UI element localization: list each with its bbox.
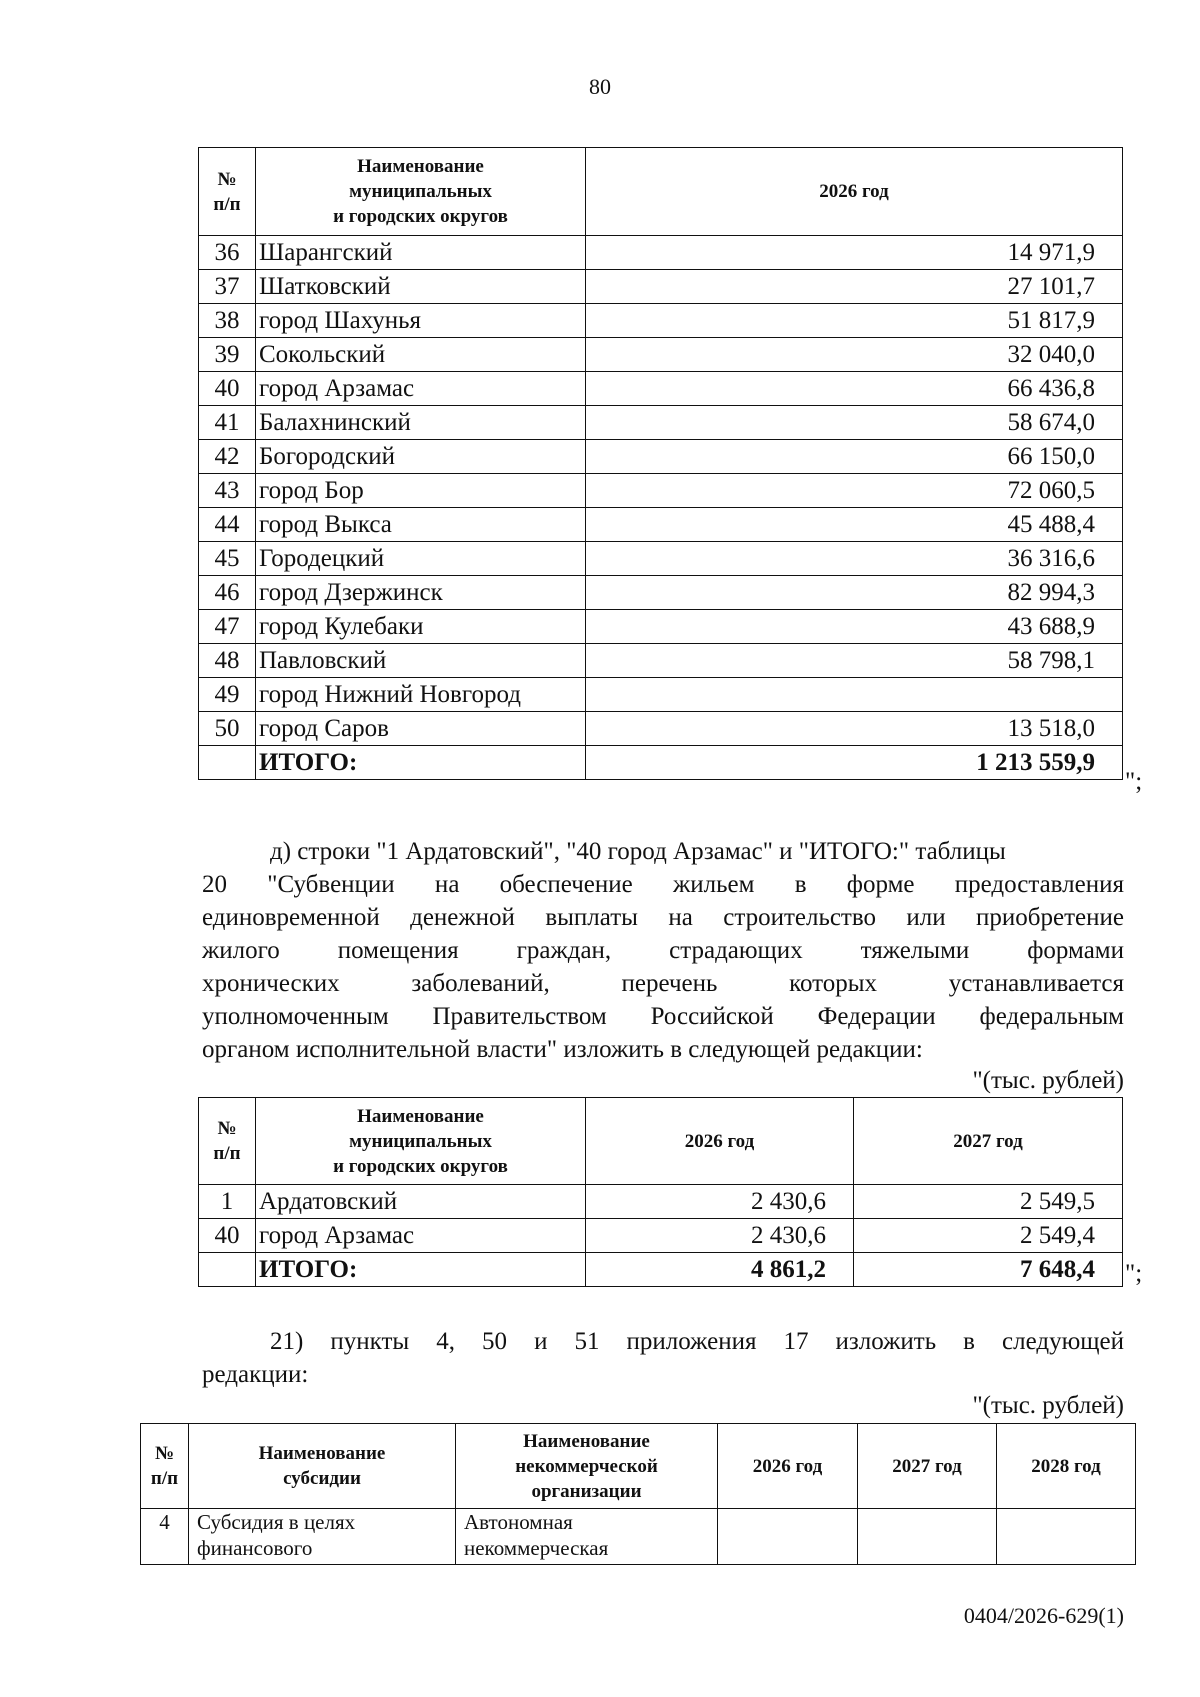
total-row <box>199 746 1123 780</box>
row-name: Ардатовский <box>256 1185 586 1219</box>
row-value-2026: 58 674,0 <box>586 406 1123 440</box>
header-name: Наименование муниципальных и городских округов <box>256 148 586 236</box>
total-value-2026: 4 861,2 <box>586 1253 854 1287</box>
header-2027: 2027 год <box>858 1424 997 1509</box>
row-number: 42 <box>199 440 256 474</box>
row-value-2026: 2 430,6 <box>586 1219 854 1253</box>
row-number: 47 <box>199 610 256 644</box>
header-no: № п/п <box>199 1098 256 1185</box>
table-row <box>199 678 1123 712</box>
paragraph-d-line: жилого помещения граждан, страдающих тяжелыми формами <box>202 937 1124 964</box>
table-row <box>199 610 1123 644</box>
table-housing-subventions <box>198 1097 1123 1287</box>
row-number: 39 <box>199 338 256 372</box>
paragraph-d-line: хронических заболеваний, перечень которых устанавливается <box>202 970 1124 997</box>
header-name: Наименование муниципальных и городских округов <box>256 1098 586 1185</box>
table-row <box>199 1219 1123 1253</box>
table-row <box>199 644 1123 678</box>
row-organization-name: Автономная некоммерческая <box>456 1509 718 1565</box>
row-value-2026: 13 518,0 <box>586 712 1123 746</box>
row-name: Шарангский <box>256 236 586 270</box>
empty-cell <box>199 1253 256 1287</box>
row-number: 4 <box>141 1509 189 1565</box>
header-2026: 2026 год <box>718 1424 858 1509</box>
paragraph-d <box>202 835 1124 1066</box>
row-name: город Выкса <box>256 508 586 542</box>
row-value-2027: 2 549,4 <box>854 1219 1123 1253</box>
row-value-2026: 36 316,6 <box>586 542 1123 576</box>
row-name: город Бор <box>256 474 586 508</box>
row-value-2026: 51 817,9 <box>586 304 1123 338</box>
table-row <box>199 576 1123 610</box>
row-value-2026 <box>718 1509 858 1565</box>
table1-closing-quote: "; <box>1125 768 1143 795</box>
row-number: 40 <box>199 1219 256 1253</box>
row-value-2028 <box>997 1509 1136 1565</box>
row-value-2026 <box>586 678 1123 712</box>
row-number: 49 <box>199 678 256 712</box>
row-number: 41 <box>199 406 256 440</box>
row-value-2026: 58 798,1 <box>586 644 1123 678</box>
table-row <box>199 406 1123 440</box>
paragraph-21-line: 21) пункты 4, 50 и 51 приложения 17 изложить в следующей <box>270 1328 1124 1355</box>
header-2026: 2026 год <box>586 1098 854 1185</box>
row-name: Павловский <box>256 644 586 678</box>
row-value-2026: 32 040,0 <box>586 338 1123 372</box>
row-number: 43 <box>199 474 256 508</box>
row-value-2027 <box>858 1509 997 1565</box>
row-value-2026: 2 430,6 <box>586 1185 854 1219</box>
row-number: 38 <box>199 304 256 338</box>
table-row <box>199 236 1123 270</box>
row-value-2026: 45 488,4 <box>586 508 1123 542</box>
row-value-2026: 66 150,0 <box>586 440 1123 474</box>
empty-cell <box>199 746 256 780</box>
row-value-2026: 27 101,7 <box>586 270 1123 304</box>
header-2026: 2026 год <box>586 148 1123 236</box>
row-number: 48 <box>199 644 256 678</box>
row-name: Богородский <box>256 440 586 474</box>
table-appendix-17 <box>140 1423 1136 1565</box>
row-name: город Саров <box>256 712 586 746</box>
table-row <box>199 542 1123 576</box>
row-number: 50 <box>199 712 256 746</box>
row-name: Городецкий <box>256 542 586 576</box>
table-row <box>199 474 1123 508</box>
row-name: Балахнинский <box>256 406 586 440</box>
total-value-2026: 1 213 559,9 <box>586 746 1123 780</box>
table-row <box>199 304 1123 338</box>
row-name: город Нижний Новгород <box>256 678 586 712</box>
header-subsidy: Наименование субсидии <box>189 1424 456 1509</box>
row-number: 37 <box>199 270 256 304</box>
paragraph-d-line: органом исполнительной власти" изложить в следующей редакции: <box>202 1036 923 1063</box>
paragraph-d-line: единовременной денежной выплаты на строительство или приобретение <box>202 904 1124 931</box>
table-row <box>199 712 1123 746</box>
row-name: Шатковский <box>256 270 586 304</box>
row-name: город Арзамас <box>256 372 586 406</box>
table-row <box>199 508 1123 542</box>
row-subsidy-name: Субсидия в целях финансового <box>189 1509 456 1565</box>
header-2028: 2028 год <box>997 1424 1136 1509</box>
row-value-2026: 82 994,3 <box>586 576 1123 610</box>
row-value-2026: 43 688,9 <box>586 610 1123 644</box>
row-value-2026: 72 060,5 <box>586 474 1123 508</box>
row-number: 1 <box>199 1185 256 1219</box>
table-row <box>141 1509 1136 1565</box>
page-number: 80 <box>589 74 611 99</box>
table-row <box>199 270 1123 304</box>
row-name: Сокольский <box>256 338 586 372</box>
header-no: № п/п <box>199 148 256 236</box>
total-label: ИТОГО: <box>256 1253 586 1287</box>
row-number: 44 <box>199 508 256 542</box>
row-number: 45 <box>199 542 256 576</box>
header-organization: Наименование некоммерческой организации <box>456 1424 718 1509</box>
row-name: город Кулебаки <box>256 610 586 644</box>
header-2027: 2027 год <box>854 1098 1123 1185</box>
total-label: ИТОГО: <box>256 746 586 780</box>
total-row <box>199 1253 1123 1287</box>
paragraph-21 <box>202 1325 1124 1391</box>
total-value-2027: 7 648,4 <box>854 1253 1123 1287</box>
row-value-2026: 14 971,9 <box>586 236 1123 270</box>
table-row <box>199 372 1123 406</box>
unit-label: "(тыс. рублей) <box>972 1067 1124 1094</box>
unit-label: "(тыс. рублей) <box>972 1392 1124 1419</box>
row-name: город Шахунья <box>256 304 586 338</box>
header-no: № п/п <box>141 1424 189 1509</box>
paragraph-d-line: д) строки "1 Ардатовский", "40 город Арзамас" и "ИТОГО:" таблицы <box>270 838 1006 865</box>
table-subsidies-2026 <box>198 147 1123 780</box>
table-row <box>199 1185 1123 1219</box>
paragraph-d-line: 20 "Субвенции на обеспечение жильем в форме предоставления <box>202 871 1124 898</box>
paragraph-21-line: редакции: <box>202 1361 309 1388</box>
row-number: 40 <box>199 372 256 406</box>
row-number: 36 <box>199 236 256 270</box>
row-name: город Дзержинск <box>256 576 586 610</box>
paragraph-d-line: уполномоченным Правительством Российской Федерации федеральным <box>202 1003 1124 1030</box>
table2-closing-quote: "; <box>1125 1260 1143 1287</box>
document-number: 0404/2026-629(1) <box>963 1603 1124 1628</box>
row-value-2027: 2 549,5 <box>854 1185 1123 1219</box>
row-value-2026: 66 436,8 <box>586 372 1123 406</box>
row-number: 46 <box>199 576 256 610</box>
row-name: город Арзамас <box>256 1219 586 1253</box>
table-row <box>199 440 1123 474</box>
table-row <box>199 338 1123 372</box>
